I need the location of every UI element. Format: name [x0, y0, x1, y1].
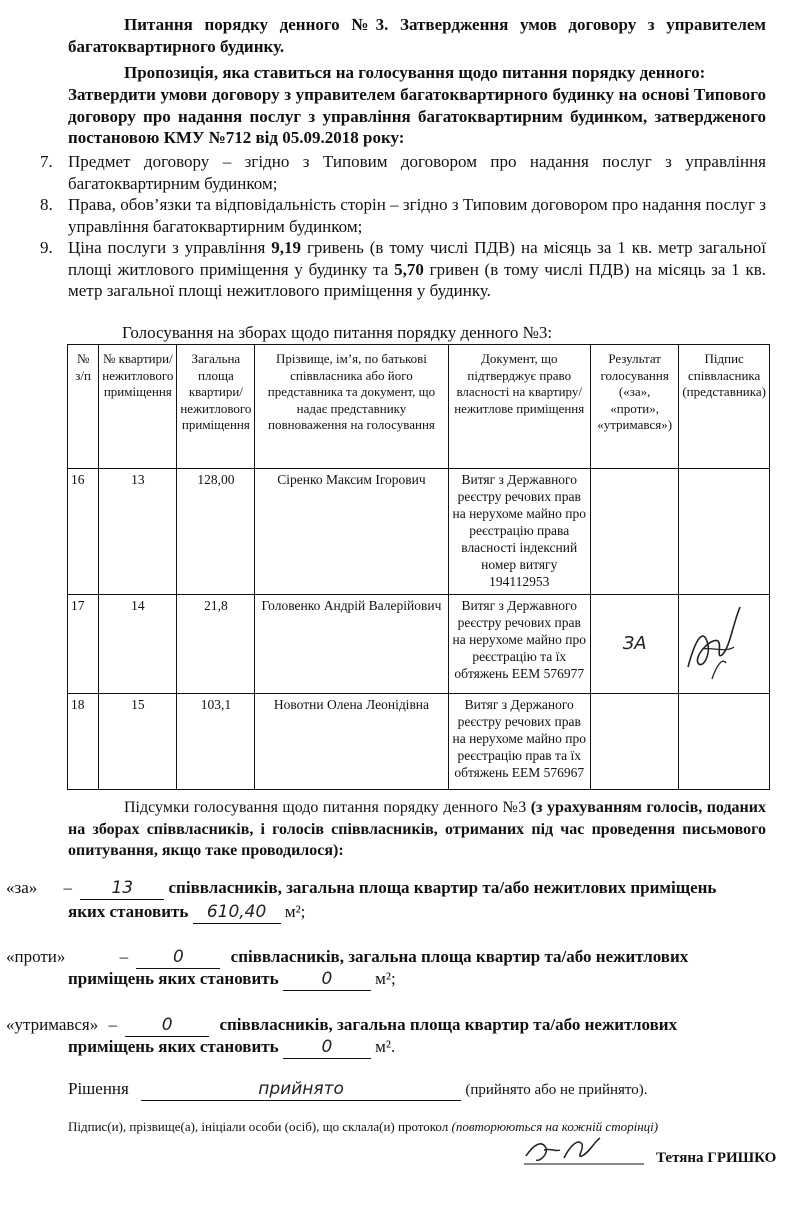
cell-signature: [679, 595, 770, 694]
terms-list: [40, 151, 766, 302]
col-header-number: № з/п: [68, 345, 99, 469]
compiler-signature-icon: [520, 1130, 650, 1172]
result-utrymavsia-area: приміщень яких становить 0 м².: [68, 1037, 396, 1057]
table-row: [68, 694, 770, 790]
list-item: 9. Ціна послуги з управління 9,19 гривень (в тому числі ПДВ) на місяць за 1 кв. метр загальної площі житлового приміщення у будинку та 5,70 гривен (в тому числі ПДВ) на місяць за 1 кв. метр загальної площі нежитлового приміщення у будинку.: [40, 238, 766, 300]
cell-owner: Сіренко Максим Ігорович: [255, 469, 448, 595]
cell-document: Витяг з Держаного реєстру речових прав на нерухоме майно про реєстрацію прав та їх обтяжень ЕЕМ 576967: [448, 694, 590, 790]
list-item: 8. Права, обов’язки та відповідальність сторін – згідно з Типовим договором про надання послуг з управління багатоквартирним будинком;: [40, 195, 766, 236]
result-proty-area: приміщень яких становить 0 м²;: [68, 969, 396, 989]
col-header-result: Результат голосування («за», «проти», «утримався»): [590, 345, 678, 469]
list-item: 7. Предмет договору – згідно з Типовим договором про надання послуг з управління багатоквартирним будинком;: [40, 152, 766, 193]
cell-result: [590, 469, 678, 595]
result-utrymavsia: «утримався» – 0 співвласників, загальна площа квартир та/або нежитлових: [6, 1015, 678, 1035]
cell-apartment: 13: [99, 469, 177, 595]
voting-table: [67, 344, 770, 790]
cell-result: ЗА: [590, 595, 678, 694]
owner-signature-icon: [682, 597, 746, 687]
cell-owner: Новотни Олена Леонідівна: [255, 694, 448, 790]
result-za-area: яких становить 610,40 м²;: [68, 902, 306, 922]
cell-signature: [679, 469, 770, 595]
cell-apartment: 15: [99, 694, 177, 790]
table-row: [68, 595, 770, 694]
signer-name: Тетяна ГРИШКО: [656, 1150, 777, 1166]
result-za: «за» – 13 співвласників, загальна площа квартир та/або нежитлових приміщень: [6, 878, 717, 898]
proposal-intro: Пропозиція, яка ставиться на голосування щодо питання порядку денного:: [124, 63, 706, 82]
cell-number: 17: [68, 595, 99, 694]
cell-document: Витяг з Державного реєстру речових прав на нерухоме майно про реєстрацію права власності індексний номер витягу 194112953: [448, 469, 590, 595]
footer-note: Підпис(и), прізвище(а), ініціали особи (осіб), що склала(и) протокол (повторюються на кожній сторінці): [68, 1119, 659, 1134]
cell-result: [590, 694, 678, 790]
cell-apartment: 14: [99, 595, 177, 694]
agenda-heading: Питання порядку денного №3. Затвердження умов договору з управителем багатоквартирного будинку.: [68, 15, 766, 56]
cell-number: 18: [68, 694, 99, 790]
col-header-signature: Підпис співвласника (представника): [679, 345, 770, 469]
table-header-row: [68, 345, 770, 469]
decision-line: Рішення прийнято (прийнято або не прийнято).: [68, 1079, 648, 1099]
col-header-document: Документ, що підтверджує право власності на квартиру/ нежитлове приміщення: [448, 345, 590, 469]
table-row: [68, 469, 770, 595]
summary-text: Підсумки голосування щодо питання порядку денного №3 (з урахуванням голосів, поданих на зборах співвласників, і голосів співвласників, отриманих під час проведення письмового опитування, якщо таке проводилося):: [68, 799, 766, 859]
proposal-text: Затвердити умови договору з управителем багатоквартирного будинку на основі Типового договору про надання послуг з управління багатоквартирним будинком, затвердженого постановою КМУ №712 від 05.09.2018 року:: [68, 85, 766, 147]
cell-area: 103,1: [177, 694, 255, 790]
cell-owner: Головенко Андрій Валерійович: [255, 595, 448, 694]
result-proty: «проти» – 0 співвласників, загальна площа квартир та/або нежитлових: [6, 947, 689, 967]
table-caption: Голосування на зборах щодо питання порядку денного №3:: [122, 323, 553, 342]
cell-number: 16: [68, 469, 99, 595]
col-header-owner: Прізвище, ім’я, по батькові співвласника або його представника та документ, що надає представнику повноваження на голосування: [255, 345, 448, 469]
cell-document: Витяг з Державного реєстру речових прав на нерухоме майно про реєстрацію та їх обтяжень ЕЕМ 576977: [448, 595, 590, 694]
cell-area: 128,00: [177, 469, 255, 595]
cell-area: 21,8: [177, 595, 255, 694]
col-header-area: Загальна площа квартири/ нежитлового приміщення: [177, 345, 255, 469]
col-header-apartment: № квартири/ нежитлового приміщення: [99, 345, 177, 469]
cell-signature: [679, 694, 770, 790]
